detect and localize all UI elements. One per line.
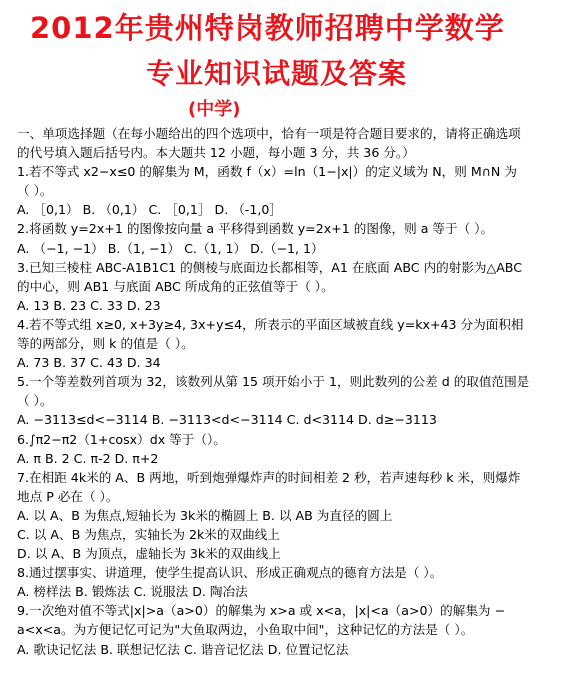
text-line: 一、单项选择题（在每小题给出的四个选项中，恰有一项是符合题目要求的，请将正确选项	[17, 126, 521, 141]
text-line: 地点 P 必在（ ）。	[17, 488, 119, 504]
text-line: 3.已知三棱柱 ABC-A1B1C1 的侧棱与底面边长都相等，A1 在底面 ABC 内的射影为△ABC	[17, 259, 523, 275]
text-line: 的代号填入题后括号内。本大题共 12 小题，每小题 3 分，共 36 分。）	[17, 145, 415, 161]
text-line: A. 歌诀记忆法 B. 联想记忆法 C. 谐音记忆法 D. 位置记忆法	[17, 641, 349, 657]
text-line: 4.若不等式组 x≥0, x+3y≥4, 3x+y≤4，所表示的平面区域被直线 y=kx+43 分为面积相	[17, 316, 524, 332]
text-line: 的中心，则 AB1 与底面 ABC 所成角的正弦值等于（ ）。	[17, 278, 334, 294]
text-line: 5.一个等差数列首项为 32，该数列从第 15 项开始小于 1，则此数列的公差 d 的取值范围是	[17, 374, 530, 390]
text-line: A. 以 A、B 为焦点,短轴长为 3k米的椭圆上 B. 以 AB 为直径的圆上	[17, 507, 393, 523]
text-line: 2.将函数 y=2x+1 的图像按向量 a 平移得到函数 y=2x+1 的图像，则 a 等于（ ）。	[17, 221, 494, 237]
text-line: A. 榜样法 B. 锻炼法 C. 说服法 D. 陶冶法	[17, 584, 248, 600]
text-line: 8.通过摆事实、讲道理，使学生提高认识、形成正确观点的德育方法是（ ）。	[17, 565, 443, 581]
text-line: D. 以 A、B 为顶点，虚轴长为 3k米的双曲线上	[17, 546, 281, 562]
text-line: A. （−1, −1） B.（1, −1） C.（1, 1） D.（−1, 1）	[17, 240, 324, 256]
text-line: 6.∫π2−π2（1+cosx）dx 等于（）。	[17, 431, 226, 447]
text-line: 7.在相距 4k米的 A、B 两地，听到炮弹爆炸声的时间相差 2 秒，若声速每秒 k 米，则爆炸	[17, 469, 521, 485]
document-title-line-2: 专业知识试题及答案	[146, 57, 408, 90]
text-line: 等的两部分，则 k 的值是（ ）。	[17, 336, 194, 352]
text-line: C. 以 A、B 为焦点，实轴长为 2k米的双曲线上	[17, 526, 280, 542]
document-title-line-1: 2012年贵州特岗教师招聘中学数学	[30, 11, 505, 45]
text-line: （ ）。	[17, 183, 53, 199]
text-line: （ ）。	[17, 393, 53, 409]
document-subtitle: (中学)	[188, 99, 241, 120]
text-line: 1.若不等式 x2−x≤0 的解集为 M，函数 f（x）=ln（1−|x|）的定义域为 N，则 M∩N 为	[17, 164, 517, 180]
text-line: A. −3113≤d<−3114 B. −3113<d<−3114 C. d<3114 D. d≥−3113	[17, 412, 437, 428]
text-line: 9.一次绝对值不等式|x|>a（a>0）的解集为 x>a 或 x<a，|x|<a（a>0）的解集为 −	[17, 603, 506, 619]
text-line: A. π B. 2 C. π-2 D. π+2	[17, 450, 159, 466]
text-line: A. 13 B. 23 C. 33 D. 23	[17, 297, 161, 313]
text-line: A. ［0,1） B. （0,1） C. ［0,1］ D. （-1,0］	[17, 202, 282, 218]
question-text	[17, 124, 583, 659]
text-line: A. 73 B. 37 C. 43 D. 34	[17, 355, 161, 371]
text-line: a<x<a。为方便记忆可记为"大鱼取两边，小鱼取中间"，这种记忆的方法是（ ）。	[17, 622, 474, 638]
